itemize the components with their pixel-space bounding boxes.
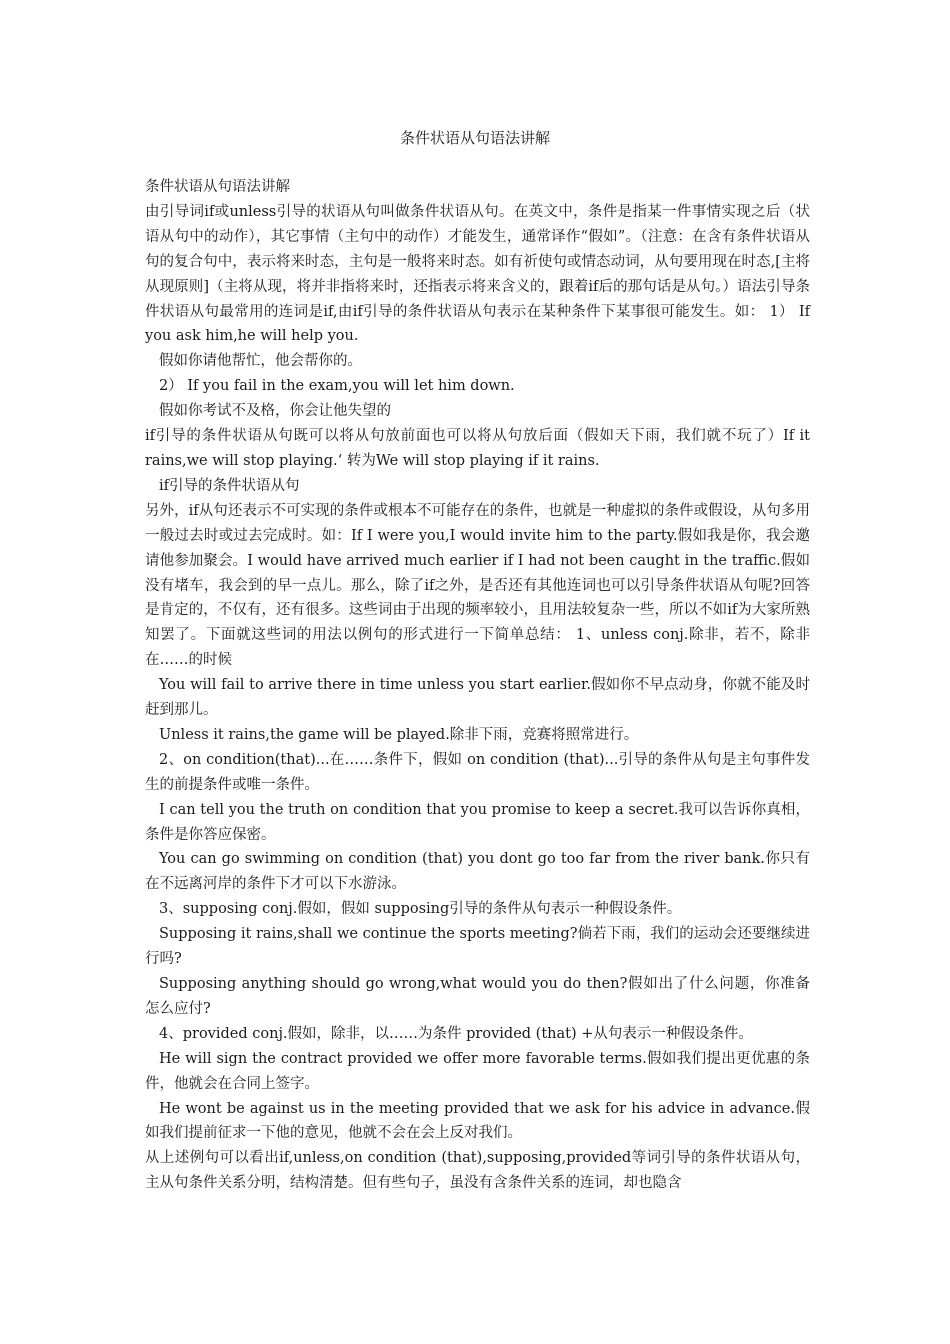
paragraph-unless-example-2: Unless it rains,the game will be played.除非下雨，竞赛将照常进行。 xyxy=(159,726,639,743)
paragraph-translation-2: 假如你考试不及格，你会让他失望的 xyxy=(159,403,391,420)
document-title: 条件状语从句语法讲解 xyxy=(399,129,550,147)
paragraph-intro: 由引导词if或unless引导的状语从句叫做条件状语从句。在英文中，条件是指某一件事情实现之后（状语从句中的动作），其它事情（主句中的动作）才能发生，通常译作“假如”。（注意：在含有条件状语从句的复合句中，表示将来时态，主句是一般将来时态。如有祈使句或情态动词，从句要用现在时态,[主将从现原则]（主将从现，将并非指将来时，还指表示将来含义的，跟着if后的那句话是从句。）语法引导条件状语从句最常用的连词是if,由if引导的条件状语从句表示在某种条件下某事很可能发生。如： 1） If you ask him,he will help you. xyxy=(145,203,810,345)
paragraph-supposing-example-2: Supposing anything should go wrong,what would you do then?假如出了什么问题，你准备怎么应付? xyxy=(145,976,810,1017)
paragraph-on-condition-example-2: You can go swimming on condition (that) you dont go too far from the river bank.你只有在不远离河岸的条件下才可以下水游泳。 xyxy=(145,851,810,893)
paragraph-provided-example-1: He will sign the contract provided we offer more favorable terms.假如我们提出更优惠的条件，他就会在合同上签字。 xyxy=(145,1050,810,1092)
paragraph-on-condition: 2、on condition(that)...在……条件下，假如 on condition (that)...引导的条件从句是主句事件发生的前提条件或唯一条件。 xyxy=(145,751,810,793)
paragraph-example-2: 2） If you fail in the exam,you will let him down. xyxy=(159,378,515,395)
paragraph-on-condition-example-1: I can tell you the truth on condition that you promise to keep a secret.我可以告诉你真相，条件是你答应保密。 xyxy=(145,801,810,843)
paragraph-unless-example-1: You will fail to arrive there in time unless you start earlier.假如你不早点动身，你就不能及时赶到那儿。 xyxy=(145,677,810,719)
paragraph-translation-1: 假如你请他帮忙，他会帮你的。 xyxy=(159,353,362,370)
section-heading: 条件状语从句语法讲解 xyxy=(145,179,290,195)
paragraph-supposing-example-1: Supposing it rains,shall we continue the sports meeting?倘若下雨，我们的运动会还要继续进行吗? xyxy=(145,926,810,968)
document-body xyxy=(145,175,810,1196)
paragraph-unreal-conditions: 另外，if从句还表示不可实现的条件或根本不可能存在的条件，也就是一种虚拟的条件或假设，从句多用一般过去时或过去完成时。如：If I were you,I would invite him to the party.假如我是你，我会邀请他参加聚会。I would have arrived much earlier if I had not been caught in the traffic.假如没有堵车，我会到的早一点儿。那么，除了if之外，是否还有其他连词也可以引导条件状语从句呢?回答是肯定的，不仅有，还有很多。这些词由于出现的频率较小，且用法较复杂一些，所以不如if为大家所熟知罢了。下面就这些词的用法以例句的形式进行一下简单总结： 1、unless conj.除非，若不，除非在……的时候 xyxy=(145,502,810,669)
paragraph-provided-example-2: He wont be against us in the meeting provided that we ask for his advice in advance.假如我们提前征求一下他的意见，他就不会在会上反对我们。 xyxy=(145,1100,810,1142)
paragraph-supposing: 3、supposing conj.假如，假如 supposing引导的条件从句表示一种假设条件。 xyxy=(159,901,682,918)
paragraph-summary: 从上述例句可以看出if,unless,on condition (that),supposing,provided等词引导的条件状语从句，主从句条件关系分明，结构清楚。但有些句子，虽没有含条件关系的连词，却也隐含 xyxy=(145,1150,810,1192)
paragraph-subheading: if引导的条件状语从句 xyxy=(159,477,300,494)
paragraph-provided: 4、provided conj.假如，除非，以……为条件 provided (that) +从句表示一种假设条件。 xyxy=(159,1025,753,1042)
paragraph-if-position: if引导的条件状语从句既可以将从句放前面也可以将从句放后面（假如天下雨，我们就不玩了）If it rains,we will stop playing.‘ 转为We will stop playing if it rains. xyxy=(145,428,810,469)
